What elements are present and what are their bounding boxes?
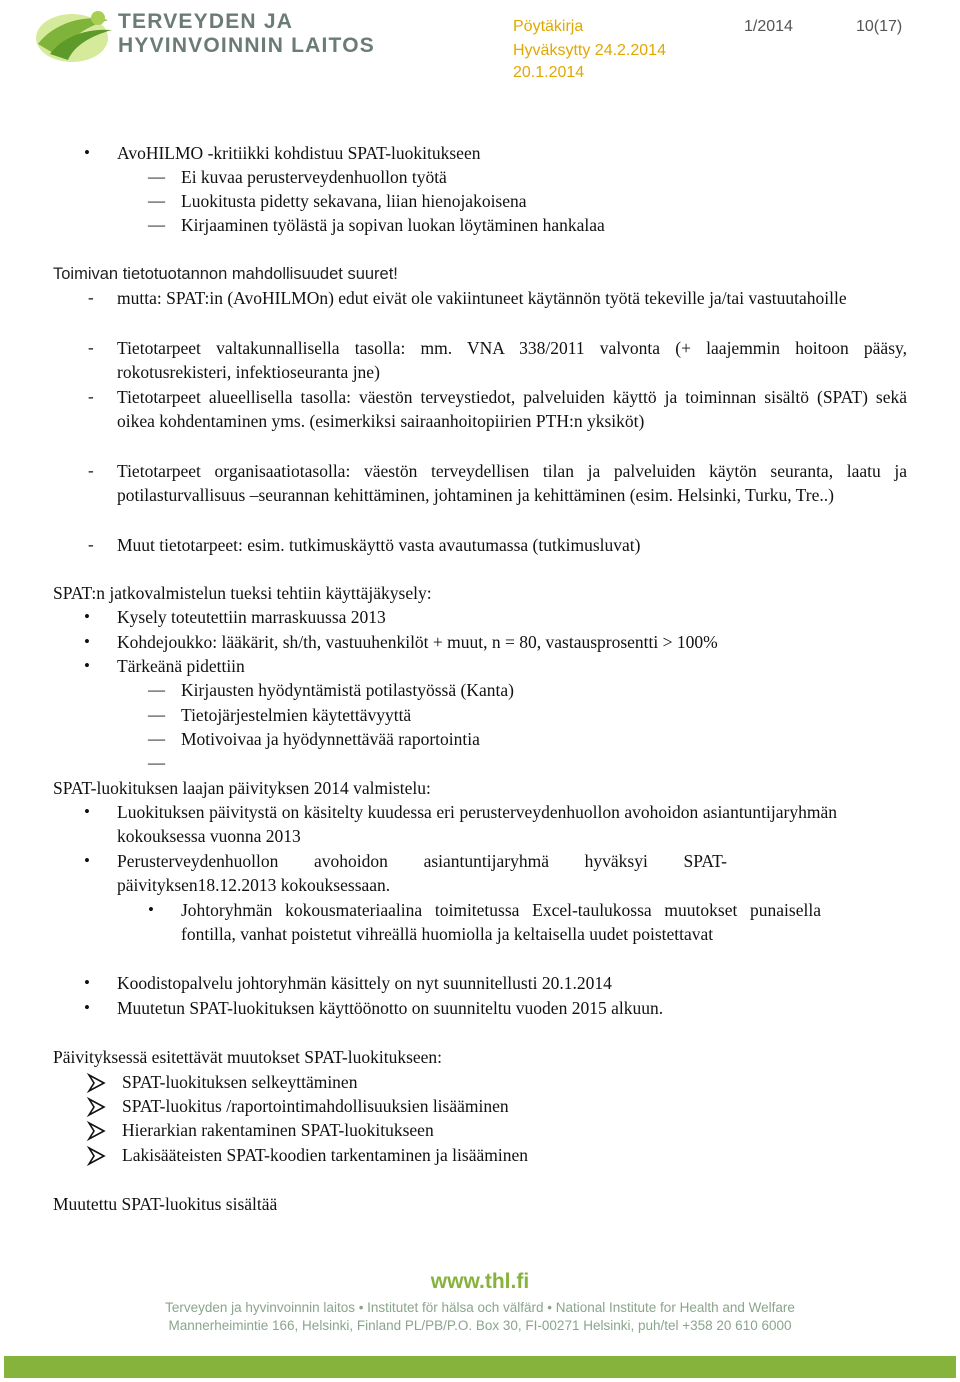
footer-institution-names: Terveyden ja hyvinvoinnin laitos • Institutet för hälsa och välfärd • National Institute for Health and Welfare [165,1300,795,1315]
footer-color-bar [4,1356,956,1378]
arrow-bullet-icon [86,1096,108,1118]
dash-marker: - [88,535,94,554]
list-item: Motivoivaa ja hyödynnettävää raportointia [181,729,480,749]
list-item: Kohdejoukko: lääkärit, sh/th, vastuuhenkilöt + muut, n = 80, vastausprosentti > 100% [117,632,718,652]
arrow-bullet-icon [86,1072,108,1094]
section-intro: Toimivan tietotuotannon mahdollisuudet suuret! [53,265,398,283]
bullet-marker: • [84,632,90,651]
list-item: SPAT-luokitus /raportointimahdollisuuksien lisääminen [122,1096,509,1116]
list-item: Luokituksen päivitystä on käsitelty kuudessa eri perusterveydenhuollon avohoidon asiantuntijaryhmän kokouksessa vuonna 2013 [117,802,837,847]
list-item: Tärkeänä pidettiin [117,656,245,676]
list-item: Kirjausten hyödyntämistä potilastyössä (Kanta) [181,680,514,700]
bullet-marker: • [84,973,90,992]
arrow-bullet-icon [86,1120,108,1142]
dash-marker: — [148,215,165,234]
bullet-marker: • [84,656,90,675]
bullet-marker: • [84,802,90,821]
list-item: Tietotarpeet organisaatiotasolla: väestön terveydellisen tilan ja palveluiden käytön seuranta, laatu ja potilasturvallisuus –seurannan kehittäminen, johtaminen ja kehittäminen (esim. Helsinki, Turku, Tre..) [117,461,907,506]
page-header [0,0,960,95]
doc-type: Pöytäkirja [513,18,584,35]
list-item: Kysely toteutettiin marraskuussa 2013 [117,607,386,627]
list-item: Muutetun SPAT-luokituksen käyttöönotto on suunniteltu vuoden 2015 alkuun. [117,998,664,1018]
list-item: mutta: SPAT:in (AvoHILMOn) edut eivät ole vakiintuneet käytännön työtä tekeville ja/tai vastuutahoille [117,288,847,308]
list-item: Tietotarpeet valtakunnallisella tasolla: mm. VNA 338/2011 valvonta (+ laajemmin hoitoon pääsy, rokotusrekisteri, infektioseuranta jne) [117,338,907,383]
bullet-marker: • [148,900,154,919]
list-item: Luokitusta pidetty sekavana, liian hienojakoisena [181,191,527,211]
footer-address: Mannerheimintie 166, Helsinki, Finland PL/PB/P.O. Box 30, FI-00271 Helsinki, puh/tel +358 20 610 6000 [168,1318,792,1333]
dash-marker: — [148,705,165,724]
list-item: Hierarkian rakentaminen SPAT-luokitukseen [122,1120,434,1140]
dash-marker: - [88,338,94,357]
dash-marker: — [148,753,165,772]
dash-marker: — [148,729,165,748]
doc-number: 1/2014 [744,18,793,35]
section-heading: Päivityksessä esitettävät muutokset SPAT-luokitukseen: [53,1047,443,1067]
list-item: Muut tietotarpeet: esim. tutkimuskäyttö vasta avautumassa (tutkimusluvat) [117,535,641,555]
section-heading: SPAT:n jatkovalmistelun tueksi tehtiin käyttäjäkysely: [53,583,432,603]
dash-marker: — [148,680,165,699]
bullet-marker: • [84,998,90,1017]
org-name-line1: TERVEYDEN JA [118,10,294,33]
list-item: Lakisääteisten SPAT-koodien tarkentaminen ja lisääminen [122,1145,528,1165]
list-item: Kirjaaminen työlästä ja sopivan luokan löytäminen hankalaa [181,215,605,235]
org-name-line2: HYVINVOINNIN LAITOS [118,34,375,57]
list-item: Tietotarpeet alueellisella tasolla: väestön terveystiedot, palveluiden käyttö ja toiminnan sisältö (SPAT) sekä oikea kohdentaminen yms. (esimerkiksi sairaanhoitopiirien PTH:n yksiköt) [117,387,907,432]
bullet-marker: • [84,851,90,870]
bullet-marker: • [84,143,90,162]
approved-date: Hyväksytty 24.2.2014 [513,42,666,59]
arrow-bullet-icon [86,1145,108,1167]
dash-marker: — [148,167,165,186]
section-heading: SPAT-luokituksen laajan päivityksen 2014 valmistelu: [53,778,431,798]
list-item: Koodistopalvelu johtoryhmän käsittely on nyt suunnitellusti 20.1.2014 [117,973,612,993]
dash-marker: - [88,288,94,307]
list-item: AvoHILMO -kritiikki kohdistuu SPAT-luokitukseen [117,143,481,163]
dash-marker: - [88,387,94,406]
list-item: Johtoryhmän kokousmateriaalina toimitetussa Excel-taulukossa muutokset punaisella fontilla, vanhat poistetut vihreällä huomiolla ja keltaisella uudet poistettavat [181,900,821,945]
page-number: 10(17) [856,18,903,35]
list-item: SPAT-luokituksen selkeyttäminen [122,1072,358,1092]
dash-marker: — [148,191,165,210]
dash-marker: - [88,461,94,480]
meeting-date: 20.1.2014 [513,64,585,81]
closing-line: Muutettu SPAT-luokitus sisältää [53,1194,278,1214]
bullet-marker: • [84,607,90,626]
list-item: Ei kuvaa perusterveydenhuollon työtä [181,167,447,187]
footer-url: www.thl.fi [430,1270,530,1293]
list-item: Tietojärjestelmien käytettävyyttä [181,705,412,725]
list-item: Perusterveydenhuollon avohoidon asiantuntijaryhmä hyväksyi SPAT-päivityksen18.12.2013 kokouksessaan. [117,851,727,896]
